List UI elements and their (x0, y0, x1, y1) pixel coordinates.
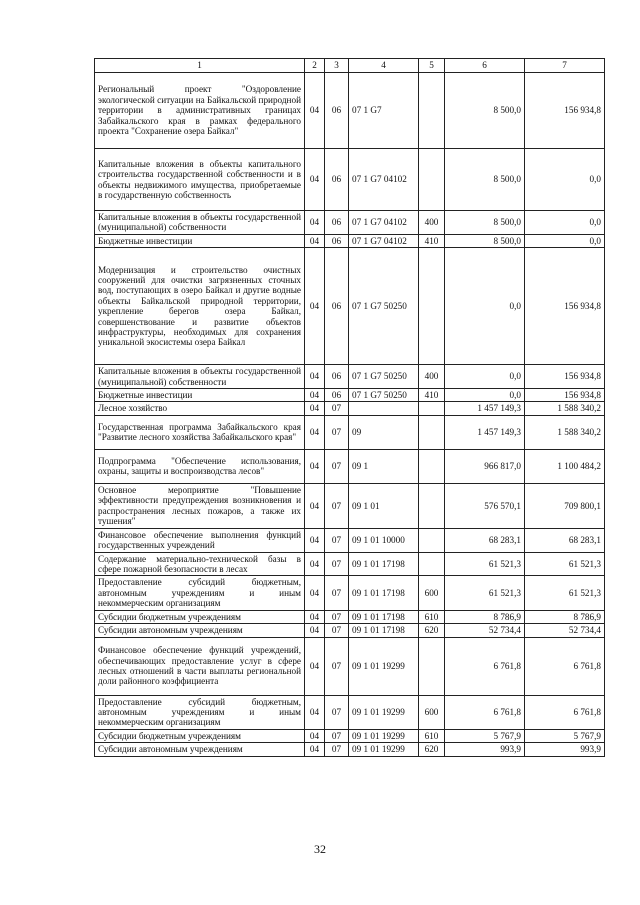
row-target-code: 09 1 01 19299 (349, 729, 419, 742)
row-target-code: 09 1 01 17198 (349, 576, 419, 610)
col-header-5: 5 (419, 59, 445, 73)
row-name: Региональный проект "Оздоровление экологической ситуации на Байкальской природной территории в административных границах Забайкальского края в рамках федерального проекта "Сохранение озера Байкал" (95, 73, 305, 149)
row-amount-6: 8 786,9 (445, 610, 525, 623)
row-target-code: 09 1 01 19299 (349, 637, 419, 695)
row-expense-type (419, 552, 445, 576)
row-amount-7: 156 934,8 (525, 73, 605, 149)
table-row (95, 365, 605, 389)
row-amount-6: 68 283,1 (445, 528, 525, 552)
row-name: Финансовое обеспечение выполнения функций государственных учреждений (95, 528, 305, 552)
row-subsection: 07 (325, 637, 349, 695)
row-name: Основное мероприятие "Повышение эффективности предупреждения возникновения и распространения лесных пожаров, а также их тушения" (95, 483, 305, 528)
row-name: Государственная программа Забайкальского края "Развитие лесного хозяйства Забайкальского края" (95, 415, 305, 449)
row-name: Модернизация и строительство очистных сооружений для очистки загрязненных сточных вод, поступающих в озеро Байкал и другие водные объекты Байкальской природной территории, укрепление берегов озера Байкал, совершенствование и развитие объектов инфраструктуры, необходимых для сохранения уникальной экосистемы озера Байкал (95, 248, 305, 365)
row-target-code: 09 1 (349, 449, 419, 483)
row-subsection: 07 (325, 528, 349, 552)
row-amount-7: 1 588 340,2 (525, 415, 605, 449)
row-expense-type: 400 (419, 365, 445, 389)
row-subsection: 07 (325, 743, 349, 756)
row-amount-7: 52 734,4 (525, 624, 605, 637)
row-amount-6: 8 500,0 (445, 73, 525, 149)
col-header-6: 6 (445, 59, 525, 73)
row-amount-7: 68 283,1 (525, 528, 605, 552)
row-name: Субсидии автономным учреждениям (95, 743, 305, 756)
row-subsection: 07 (325, 624, 349, 637)
row-subsection: 07 (325, 402, 349, 415)
row-amount-6: 1 457 149,3 (445, 402, 525, 415)
row-amount-6: 61 521,3 (445, 552, 525, 576)
table-row (95, 248, 605, 365)
row-amount-6: 8 500,0 (445, 234, 525, 247)
row-target-code: 09 1 01 17198 (349, 610, 419, 623)
row-section: 04 (305, 695, 325, 729)
row-amount-6: 0,0 (445, 248, 525, 365)
row-expense-type: 410 (419, 389, 445, 402)
row-amount-6: 52 734,4 (445, 624, 525, 637)
table-row (95, 389, 605, 402)
row-subsection: 07 (325, 576, 349, 610)
row-name: Капитальные вложения в объекты государственной (муниципальной) собственности (95, 211, 305, 235)
table-row (95, 729, 605, 742)
row-section: 04 (305, 624, 325, 637)
row-section: 04 (305, 729, 325, 742)
row-target-code: 09 1 01 (349, 483, 419, 528)
row-target-code: 09 1 01 17198 (349, 624, 419, 637)
row-section: 04 (305, 637, 325, 695)
row-amount-7: 0,0 (525, 149, 605, 211)
row-target-code: 07 1 G7 50250 (349, 365, 419, 389)
row-amount-6: 576 570,1 (445, 483, 525, 528)
row-amount-7: 8 786,9 (525, 610, 605, 623)
col-header-7: 7 (525, 59, 605, 73)
table-row (95, 73, 605, 149)
budget-table (94, 58, 605, 757)
row-expense-type: 620 (419, 624, 445, 637)
row-name: Субсидии бюджетным учреждениям (95, 729, 305, 742)
row-amount-6: 61 521,3 (445, 576, 525, 610)
row-subsection: 07 (325, 449, 349, 483)
row-target-code: 07 1 G7 04102 (349, 211, 419, 235)
col-header-1: 1 (95, 59, 305, 73)
row-subsection: 07 (325, 415, 349, 449)
row-amount-6: 0,0 (445, 389, 525, 402)
table-row (95, 483, 605, 528)
row-amount-7: 6 761,8 (525, 695, 605, 729)
row-target-code: 09 1 01 19299 (349, 743, 419, 756)
row-amount-7: 1 588 340,2 (525, 402, 605, 415)
row-expense-type (419, 483, 445, 528)
row-expense-type: 610 (419, 729, 445, 742)
row-section: 04 (305, 389, 325, 402)
row-expense-type: 610 (419, 610, 445, 623)
row-name: Субсидии бюджетным учреждениям (95, 610, 305, 623)
row-expense-type (419, 637, 445, 695)
row-subsection: 06 (325, 211, 349, 235)
row-name: Субсидии автономным учреждениям (95, 624, 305, 637)
row-amount-6: 8 500,0 (445, 149, 525, 211)
table-row (95, 528, 605, 552)
row-amount-7: 709 800,1 (525, 483, 605, 528)
col-header-4: 4 (349, 59, 419, 73)
table-row (95, 624, 605, 637)
row-amount-7: 156 934,8 (525, 248, 605, 365)
row-amount-7: 6 761,8 (525, 637, 605, 695)
row-amount-6: 1 457 149,3 (445, 415, 525, 449)
row-section: 04 (305, 365, 325, 389)
row-target-code: 09 1 01 10000 (349, 528, 419, 552)
row-target-code: 07 1 G7 (349, 73, 419, 149)
row-section: 04 (305, 449, 325, 483)
row-subsection: 06 (325, 389, 349, 402)
row-amount-6: 966 817,0 (445, 449, 525, 483)
row-expense-type: 600 (419, 695, 445, 729)
row-amount-7: 1 100 484,2 (525, 449, 605, 483)
row-subsection: 07 (325, 729, 349, 742)
row-section: 04 (305, 402, 325, 415)
row-subsection: 07 (325, 483, 349, 528)
table-row (95, 149, 605, 211)
row-subsection: 07 (325, 610, 349, 623)
table-row (95, 211, 605, 235)
row-amount-7: 61 521,3 (525, 552, 605, 576)
row-section: 04 (305, 576, 325, 610)
table-row (95, 576, 605, 610)
row-amount-6: 0,0 (445, 365, 525, 389)
row-section: 04 (305, 483, 325, 528)
row-subsection: 06 (325, 234, 349, 247)
row-expense-type: 600 (419, 576, 445, 610)
row-name: Подпрограмма "Обеспечение использования, охраны, защиты и воспроизводства лесов" (95, 449, 305, 483)
row-target-code (349, 402, 419, 415)
row-amount-6: 993,9 (445, 743, 525, 756)
row-section: 04 (305, 528, 325, 552)
row-subsection: 07 (325, 552, 349, 576)
table-row (95, 743, 605, 756)
row-amount-6: 6 761,8 (445, 637, 525, 695)
col-header-2: 2 (305, 59, 325, 73)
row-section: 04 (305, 248, 325, 365)
row-section: 04 (305, 415, 325, 449)
row-target-code: 09 1 01 17198 (349, 552, 419, 576)
row-section: 04 (305, 552, 325, 576)
row-expense-type (419, 248, 445, 365)
row-amount-6: 6 761,8 (445, 695, 525, 729)
row-subsection: 06 (325, 73, 349, 149)
table-row (95, 552, 605, 576)
row-expense-type (419, 149, 445, 211)
row-amount-7: 156 934,8 (525, 365, 605, 389)
row-amount-6: 8 500,0 (445, 211, 525, 235)
header-row (95, 59, 605, 73)
row-target-code: 09 1 01 19299 (349, 695, 419, 729)
row-name: Бюджетные инвестиции (95, 389, 305, 402)
row-amount-6: 5 767,9 (445, 729, 525, 742)
row-expense-type: 620 (419, 743, 445, 756)
row-expense-type (419, 415, 445, 449)
row-section: 04 (305, 211, 325, 235)
page-number: 32 (314, 842, 326, 856)
table-row (95, 449, 605, 483)
row-name: Капитальные вложения в объекты государственной (муниципальной) собственности (95, 365, 305, 389)
row-subsection: 06 (325, 365, 349, 389)
row-name: Предоставление субсидий бюджетным, автономным учреждениям и иным некоммерческим организациям (95, 695, 305, 729)
row-name: Содержание материально-технической базы в сфере пожарной безопасности в лесах (95, 552, 305, 576)
row-amount-7: 156 934,8 (525, 389, 605, 402)
row-expense-type (419, 449, 445, 483)
row-target-code: 07 1 G7 50250 (349, 248, 419, 365)
row-target-code: 09 (349, 415, 419, 449)
row-expense-type: 410 (419, 234, 445, 247)
row-expense-type (419, 73, 445, 149)
row-subsection: 06 (325, 149, 349, 211)
row-name: Финансовое обеспечение функций учреждений, обеспечивающих предоставление услуг в сфере лесных отношений в части выплаты региональной доли районного коэффициента (95, 637, 305, 695)
row-target-code: 07 1 G7 50250 (349, 389, 419, 402)
row-section: 04 (305, 610, 325, 623)
row-target-code: 07 1 G7 04102 (349, 234, 419, 247)
row-name: Капитальные вложения в объекты капитального строительства государственной собственности и в объекты недвижимого имущества, приобретаемые в государственную собственность (95, 149, 305, 211)
table-row (95, 637, 605, 695)
table-row (95, 234, 605, 247)
table-row (95, 415, 605, 449)
row-expense-type: 400 (419, 211, 445, 235)
row-amount-7: 0,0 (525, 211, 605, 235)
row-expense-type (419, 402, 445, 415)
row-amount-7: 61 521,3 (525, 576, 605, 610)
row-amount-7: 993,9 (525, 743, 605, 756)
table-row (95, 610, 605, 623)
table-row (95, 695, 605, 729)
col-header-3: 3 (325, 59, 349, 73)
row-amount-7: 5 767,9 (525, 729, 605, 742)
row-subsection: 06 (325, 248, 349, 365)
row-expense-type (419, 528, 445, 552)
row-name: Предоставление субсидий бюджетным, автономным учреждениям и иным некоммерческим организациям (95, 576, 305, 610)
row-section: 04 (305, 73, 325, 149)
row-amount-7: 0,0 (525, 234, 605, 247)
row-name: Бюджетные инвестиции (95, 234, 305, 247)
row-section: 04 (305, 149, 325, 211)
row-section: 04 (305, 234, 325, 247)
row-name: Лесное хозяйство (95, 402, 305, 415)
row-subsection: 07 (325, 695, 349, 729)
table-row (95, 402, 605, 415)
row-section: 04 (305, 743, 325, 756)
row-target-code: 07 1 G7 04102 (349, 149, 419, 211)
